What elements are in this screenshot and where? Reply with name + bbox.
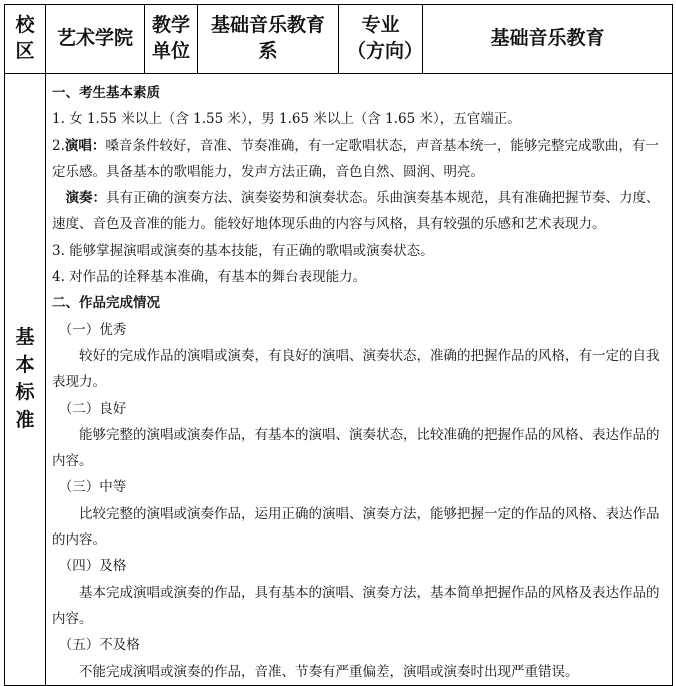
level-pass-title: （四）及格 [58, 558, 127, 575]
section1-item4: 4. 对作品的诠释基本准确，有基本的舞台表现能力。 [52, 269, 367, 286]
level-pass-text: 基本完成演唱或演奏的作品，具有基本的演唱、演奏方法，基本简单把握作品的风格及表达作品的内容。 [52, 584, 660, 627]
item2-label: 演唱： [64, 137, 106, 154]
item2-text: 嗓音条件较好，音准、节奏准确，有一定歌唱状态，声音基本统一，能够完整完成歌曲，有一定乐感。具备基本的歌唱能力，发声方法正确，音色自然、圆润、明亮。 [52, 137, 659, 180]
level-excellent-title: （一）优秀 [58, 321, 127, 338]
level-medium-title: （三）中等 [58, 479, 127, 496]
item2b-label: 演奏： [65, 190, 106, 207]
level-fail-title: （五）不及格 [58, 637, 140, 654]
campus-value: 艺术学院 [46, 5, 145, 74]
item2b-text: 具有正确的演奏方法、演奏姿势和演奏状态。乐曲演奏基本规范，具有准确把握节奏、力度、速度、音色及音准的能力。能较好地体现乐曲的内容与风格，具有较强的乐感和艺术表现力。 [52, 190, 660, 233]
major-value: 基础音乐教育 [423, 5, 673, 74]
level-good-text: 能够完整的演唱或演奏作品，有基本的演唱、演奏状态，比较准确的把握作品的风格、表达作品的内容。 [52, 426, 660, 470]
section1-title: 一、考生基本素质 [52, 85, 160, 101]
standard-row [5, 74, 673, 686]
admission-standard-table [4, 4, 673, 686]
level-good-title: （二）良好 [58, 400, 127, 417]
side-label: 基本标准 [15, 326, 35, 431]
section1-item2b [52, 185, 666, 238]
item2-prefix: 2. [52, 137, 65, 154]
unit-label: 教学单位 [145, 5, 198, 74]
section1-item3: 3. 能够掌握演唱或演奏的基本技能，有正确的歌唱或演奏状态。 [52, 242, 434, 259]
standard-content [46, 74, 673, 686]
campus-label: 校区 [5, 5, 46, 74]
section1-item1: 1. 女 1.55 米以上（含 1.55 米），男 1.65 米以上（含 1.65 米），五官端正。 [52, 111, 521, 128]
level-excellent-text: 较好的完成作品的演唱或演奏，有良好的演唱、演奏状态，准确的把握作品的风格，有一定的自我表现力。 [52, 347, 660, 391]
level-medium-text: 比较完整的演唱或演奏作品，运用正确的演唱、演奏方法，能够把握一定的作品的风格、表达作品的内容。 [52, 505, 660, 549]
unit-value: 基础音乐教育系 [198, 5, 339, 74]
header-row [5, 5, 673, 74]
section1-item2 [52, 133, 666, 186]
section2-title: 二、作品完成情况 [52, 295, 160, 312]
level-fail-text: 不能完成演唱或演奏的作品，音准、节奏有严重偏差，演唱或演奏时出现严重错误。 [79, 663, 579, 680]
side-label-cell [5, 74, 46, 686]
major-label: 专业（方向） [339, 5, 423, 74]
